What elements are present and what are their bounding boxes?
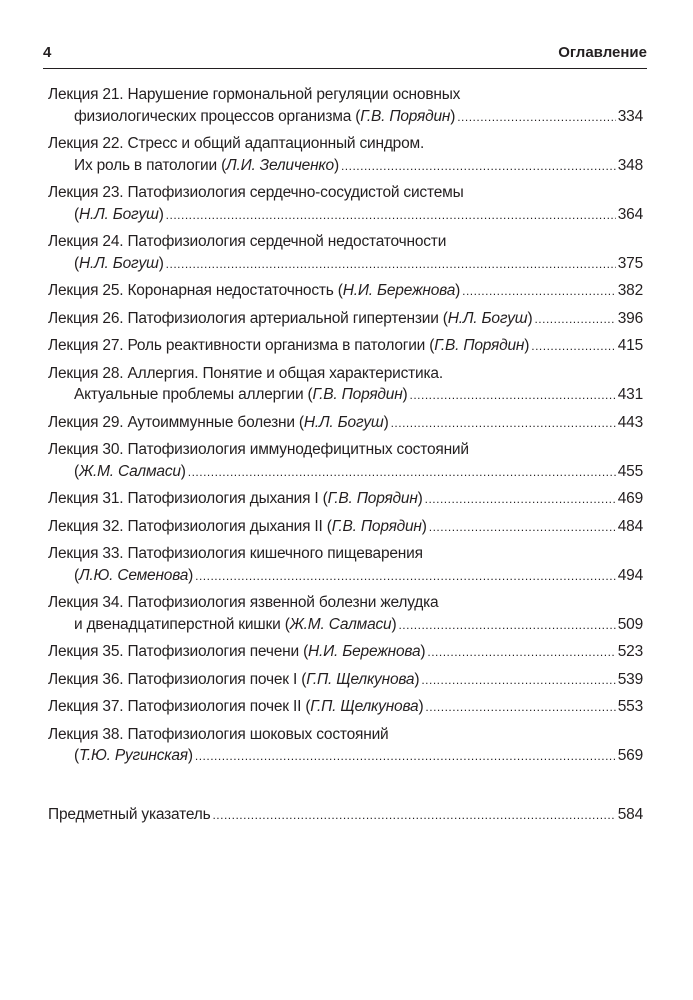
entry-line: ( Н.Л. Богуш ) ..... 375 bbox=[48, 253, 643, 276]
lecture-title-cont: Их роль в патологии bbox=[74, 156, 217, 174]
toc-entry bbox=[48, 335, 643, 358]
entry-line: Актуальные проблемы аллергии ( Г.В. Порядин ) ..... 431 bbox=[48, 384, 643, 407]
lecture-author: Ж.М. Салмаси bbox=[78, 462, 181, 480]
lecture-title: Лекция 25. Коронарная недостаточность bbox=[48, 282, 334, 299]
lecture-page: 469 bbox=[617, 490, 643, 507]
toc-entry bbox=[48, 308, 643, 331]
entry-line bbox=[48, 439, 643, 461]
entry-line: Лекция 32. Патофизиология дыхания II ( Г.В. Порядин ) ..... 484 bbox=[48, 516, 643, 539]
lecture-page: 334 bbox=[617, 107, 643, 125]
entry-line bbox=[48, 231, 643, 253]
entry-line: Лекция 26. Патофизиология артериальной гипертензии ( Н.Л. Богуш ) ..... 396 bbox=[48, 308, 643, 331]
lecture-title: Лекция 21. Нарушение гормональной регуляции основных bbox=[48, 86, 461, 103]
entry-line: физиологических процессов организма ( Г.В. Порядин ) ..... 334 bbox=[48, 106, 643, 129]
entry-line: и двенадцатиперстной кишки ( Ж.М. Салмаси ) ..... 509 bbox=[48, 614, 643, 637]
lecture-author: Н.Л. Богуш bbox=[447, 309, 528, 327]
toc-entry bbox=[48, 412, 643, 435]
entry-line bbox=[48, 133, 643, 155]
lecture-title: Лекция 33. Патофизиология кишечного пищеварения bbox=[48, 545, 423, 562]
lecture-title: Лекция 26. Патофизиология артериальной гипертензии bbox=[48, 309, 439, 327]
lecture-author: Ж.М. Салмаси bbox=[289, 615, 392, 633]
toc-entry bbox=[48, 439, 643, 483]
lecture-title: Лекция 34. Патофизиология язвенной болезни желудка bbox=[48, 594, 439, 611]
dot-leader bbox=[398, 615, 615, 637]
lecture-author: Г.В. Порядин bbox=[312, 386, 403, 403]
lecture-title: Лекция 32. Патофизиология дыхания II bbox=[48, 517, 323, 535]
lecture-title-cont: Актуальные проблемы аллергии bbox=[74, 386, 304, 403]
lecture-page: 396 bbox=[617, 309, 643, 327]
toc-entry bbox=[48, 84, 643, 128]
lecture-author: Г.П. Щелкунова bbox=[306, 670, 415, 688]
lecture-page: 484 bbox=[617, 517, 643, 535]
entry-line: Лекция 35. Патофизиология печени ( Н.И. Бережнова ) ..... 523 bbox=[48, 641, 643, 664]
entry-line bbox=[48, 592, 643, 614]
toc-entry bbox=[48, 724, 643, 768]
entry-line: Лекция 27. Роль реактивности организма в патологии ( Г.В. Порядин ) ..... 415 bbox=[48, 335, 643, 358]
lecture-title: Лекция 35. Патофизиология печени bbox=[48, 643, 299, 660]
dot-leader bbox=[421, 670, 615, 692]
dot-leader bbox=[188, 462, 616, 484]
dot-leader bbox=[166, 205, 616, 227]
toc-entry bbox=[48, 543, 643, 587]
lecture-author: Н.И. Бережнова bbox=[342, 282, 456, 299]
entry-line: Их роль в патологии ( Л.И. Зеличенко ) ..... 348 bbox=[48, 155, 643, 178]
toc-entry bbox=[48, 641, 643, 664]
lecture-title: Лекция 28. Аллергия. Понятие и общая характеристика. bbox=[48, 364, 443, 382]
dot-leader bbox=[410, 385, 616, 407]
lecture-title: Лекция 37. Патофизиология почек II bbox=[48, 698, 302, 715]
lecture-author: Л.И. Зеличенко bbox=[226, 156, 334, 174]
lecture-title: Лекция 29. Аутоиммунные болезни bbox=[48, 413, 295, 431]
dot-leader bbox=[212, 805, 615, 827]
entry-line: Лекция 36. Патофизиология почек I ( Г.П. Щелкунова ) ..... 539 bbox=[48, 669, 643, 692]
entry-line: ( Н.Л. Богуш ) ..... 364 bbox=[48, 204, 643, 227]
dot-leader bbox=[341, 156, 616, 178]
lecture-page: 382 bbox=[617, 282, 643, 299]
lecture-page: 455 bbox=[617, 462, 643, 480]
lecture-author: Г.В. Порядин bbox=[434, 337, 525, 354]
entry-line bbox=[48, 182, 643, 204]
lecture-author: Г.П. Щелкунова bbox=[310, 698, 419, 715]
dot-leader bbox=[391, 413, 616, 435]
toc-entry bbox=[48, 133, 643, 177]
entry-line bbox=[48, 724, 643, 746]
entry-line: Лекция 29. Аутоиммунные болезни ( Н.Л. Богуш ) ..... 443 bbox=[48, 412, 643, 435]
dot-leader bbox=[457, 107, 616, 129]
dot-leader bbox=[531, 336, 616, 358]
lecture-page: 348 bbox=[617, 156, 643, 174]
lecture-author: Т.Ю. Ругинская bbox=[78, 747, 188, 764]
subject-index-entry bbox=[48, 804, 643, 827]
lecture-title: Лекция 23. Патофизиология сердечно-сосудистой системы bbox=[48, 184, 464, 201]
entry-line: ( Ж.М. Салмаси ) ..... 455 bbox=[48, 461, 643, 484]
index-page: 584 bbox=[617, 806, 643, 823]
lecture-author: Г.В. Порядин bbox=[331, 517, 422, 535]
dot-leader bbox=[429, 517, 616, 539]
entry-line: Лекция 25. Коронарная недостаточность ( Н.И. Бережнова ) ..... 382 bbox=[48, 280, 643, 303]
lecture-author: Н.Л. Богуш bbox=[78, 205, 159, 223]
lecture-page: 569 bbox=[617, 747, 643, 764]
lecture-title: Лекция 31. Патофизиология дыхания I bbox=[48, 490, 319, 507]
lecture-page: 431 bbox=[617, 386, 643, 403]
lecture-page: 443 bbox=[617, 413, 643, 431]
lecture-title: Лекция 22. Стресс и общий адаптационный синдром. bbox=[48, 135, 425, 152]
lecture-page: 509 bbox=[617, 615, 643, 633]
dot-leader bbox=[425, 489, 616, 511]
dot-leader bbox=[195, 566, 616, 588]
toc-entry bbox=[48, 592, 643, 636]
lecture-title-cont: физиологических процессов организма bbox=[74, 107, 352, 125]
toc-entry bbox=[48, 363, 643, 407]
entry-line: Лекция 37. Патофизиология почек II ( Г.П. Щелкунова ) ..... 553 bbox=[48, 696, 643, 719]
lecture-page: 539 bbox=[617, 670, 643, 688]
running-header bbox=[43, 42, 647, 69]
toc-entry bbox=[48, 696, 643, 719]
lecture-title: Лекция 27. Роль реактивности организма в патологии bbox=[48, 337, 426, 354]
lecture-page: 553 bbox=[617, 698, 643, 715]
toc-entry bbox=[48, 182, 643, 226]
toc-entry bbox=[48, 488, 643, 511]
dot-leader bbox=[534, 309, 615, 331]
lecture-page: 364 bbox=[617, 205, 643, 223]
lecture-author: Н.И. Бережнова bbox=[308, 643, 421, 660]
entry-line bbox=[48, 363, 643, 385]
lecture-title: Лекция 24. Патофизиология сердечной недостаточности bbox=[48, 233, 447, 250]
index-title: Предметный указатель bbox=[48, 806, 211, 823]
toc-entry bbox=[48, 669, 643, 692]
lecture-author: Н.Л. Богуш bbox=[303, 413, 384, 431]
lecture-title: Лекция 38. Патофизиология шоковых состояний bbox=[48, 725, 389, 743]
lecture-page: 415 bbox=[617, 337, 643, 354]
entry-line bbox=[48, 84, 643, 106]
toc-entry bbox=[48, 280, 643, 303]
entry-line: ( Т.Ю. Ругинская ) ..... 569 bbox=[48, 745, 643, 768]
dot-leader bbox=[166, 254, 616, 276]
dot-leader bbox=[462, 281, 616, 303]
lecture-author: Г.В. Порядин bbox=[327, 490, 418, 507]
dot-leader bbox=[425, 697, 615, 719]
table-of-contents bbox=[48, 84, 643, 773]
lecture-page: 523 bbox=[617, 643, 643, 660]
lecture-author: Н.Л. Богуш bbox=[78, 254, 159, 272]
toc-entry bbox=[48, 231, 643, 275]
entry-line bbox=[48, 543, 643, 565]
lecture-page: 375 bbox=[617, 254, 643, 272]
entry-line: Лекция 31. Патофизиология дыхания I ( Г.В. Порядин ) ..... 469 bbox=[48, 488, 643, 511]
dot-leader bbox=[427, 642, 615, 664]
lecture-author: Г.В. Порядин bbox=[360, 107, 451, 125]
lecture-title-cont: и двенадцатиперстной кишки bbox=[74, 615, 281, 633]
lecture-title: Лекция 36. Патофизиология почек I bbox=[48, 670, 298, 688]
entry-line: ( Л.Ю. Семенова ) ..... 494 bbox=[48, 565, 643, 588]
lecture-author: Л.Ю. Семенова bbox=[78, 566, 189, 584]
lecture-page: 494 bbox=[617, 566, 643, 584]
section-title: Оглавление bbox=[558, 44, 647, 61]
dot-leader bbox=[195, 746, 616, 768]
lecture-title: Лекция 30. Патофизиология иммунодефицитных состояний bbox=[48, 441, 469, 458]
page-number: 4 bbox=[43, 44, 52, 61]
toc-entry bbox=[48, 516, 643, 539]
